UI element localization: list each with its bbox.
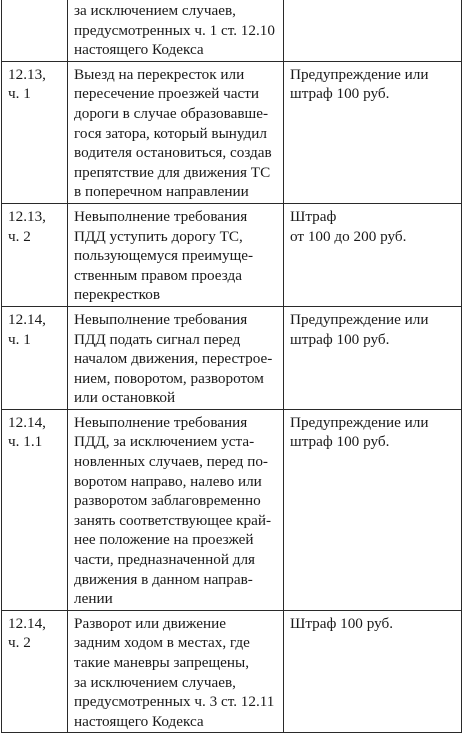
description-line: части, предназначенной для	[74, 551, 256, 569]
description-line: препятствие для движения ТС	[74, 163, 271, 181]
penalty-cell	[284, 306, 462, 409]
description-line: движения в данном направ-	[74, 570, 253, 588]
description-line: предусмотренных ч. 3 ст. 12.11	[74, 693, 275, 711]
article-line: ч. 1.1	[8, 433, 43, 451]
penalty-line: штраф 100 руб.	[290, 85, 390, 103]
table-row	[2, 409, 462, 610]
description-line: Разворот или движение	[74, 614, 226, 632]
article-line: 12.13,	[8, 65, 46, 83]
description-line: ПДД, за исключением уста-	[74, 433, 255, 451]
description-line: или остановкой	[74, 389, 176, 407]
description-line: Невыполнение требования	[74, 310, 248, 328]
article-cell	[2, 203, 68, 306]
penalty-line: штраф 100 руб.	[290, 433, 390, 451]
description-line: настоящего Кодекса	[74, 41, 204, 59]
table-body	[2, 0, 462, 733]
description-line: дороги в случае образовавше-	[74, 104, 268, 122]
description-line: нее положение на проезжей	[74, 531, 254, 549]
penalty-cell	[284, 610, 462, 733]
article-line: ч. 1	[8, 330, 31, 348]
description-line: перекрестков	[74, 286, 161, 304]
description-line: Выезд на перекресток или	[74, 65, 245, 83]
table-row	[2, 0, 462, 61]
penalty-line: Штраф	[290, 207, 337, 225]
article-line: 12.14,	[8, 310, 46, 328]
table-row	[2, 203, 462, 306]
penalty-line: Предупреждение или	[290, 65, 429, 83]
penalty-line: Предупреждение или	[290, 413, 429, 431]
description-line: пересечение проезжей части	[74, 85, 260, 103]
description-line: такие маневры запрещены,	[74, 654, 250, 671]
description-line: ПДД подать сигнал перед	[74, 330, 241, 348]
penalty-cell	[284, 409, 462, 610]
description-cell	[68, 203, 284, 306]
description-cell	[68, 0, 284, 61]
violations-table	[1, 0, 462, 733]
penalty-cell	[284, 203, 462, 306]
table-row	[2, 610, 462, 733]
article-line: 12.13,	[8, 207, 46, 225]
description-line: задним ходом в местах, где	[74, 634, 250, 652]
description-line: за исключением случаев,	[74, 2, 236, 19]
description-line: в поперечном направлении	[74, 183, 249, 201]
description-cell	[68, 61, 284, 203]
penalty-cell	[284, 61, 462, 203]
description-line: ственным правом проезда	[74, 266, 242, 284]
description-line: ПДД уступить дорогу ТС,	[74, 227, 243, 245]
article-line: 12.14,	[8, 413, 46, 431]
article-line: ч. 1	[8, 85, 31, 103]
table-row	[2, 61, 462, 203]
description-line: Невыполнение требования	[74, 413, 248, 431]
penalty-line: штраф 100 руб.	[290, 330, 390, 348]
description-cell	[68, 409, 284, 610]
description-line: водителя остановиться, создав	[74, 144, 272, 162]
description-line: предусмотренных ч. 1 ст. 12.10	[74, 21, 275, 39]
penalty-line: от 100 до 200 руб.	[290, 227, 407, 245]
description-line: разворотом заблаговременно	[74, 492, 261, 510]
description-line: воротом направо, налево или	[74, 472, 262, 490]
article-line: ч. 2	[8, 227, 31, 245]
article-cell	[2, 409, 68, 610]
description-line: новленных случаев, перед по-	[74, 453, 268, 471]
description-line: началом движения, перестрое-	[74, 350, 273, 368]
description-cell	[68, 610, 284, 733]
article-cell	[2, 306, 68, 409]
penalty-line: Предупреждение или	[290, 310, 429, 328]
article-cell	[2, 0, 68, 61]
description-line: Невыполнение требования	[74, 207, 248, 225]
description-line: настоящего Кодекса	[74, 712, 204, 730]
description-line: гося затора, который вынудил	[74, 124, 267, 142]
article-line: ч. 2	[8, 634, 31, 652]
table-row	[2, 306, 462, 409]
description-cell	[68, 306, 284, 409]
penalty-cell	[284, 0, 462, 61]
article-cell	[2, 610, 68, 733]
description-line: за исключением случаев,	[74, 673, 236, 691]
description-line: пользующемуся преимуще-	[74, 247, 254, 265]
description-line: занять соответствующее край-	[74, 511, 272, 529]
description-line: нием, поворотом, разворотом	[74, 369, 264, 387]
penalty-line: Штраф 100 руб.	[290, 614, 394, 632]
description-line: лении	[74, 590, 113, 608]
article-line: 12.14,	[8, 614, 46, 632]
article-cell	[2, 61, 68, 203]
